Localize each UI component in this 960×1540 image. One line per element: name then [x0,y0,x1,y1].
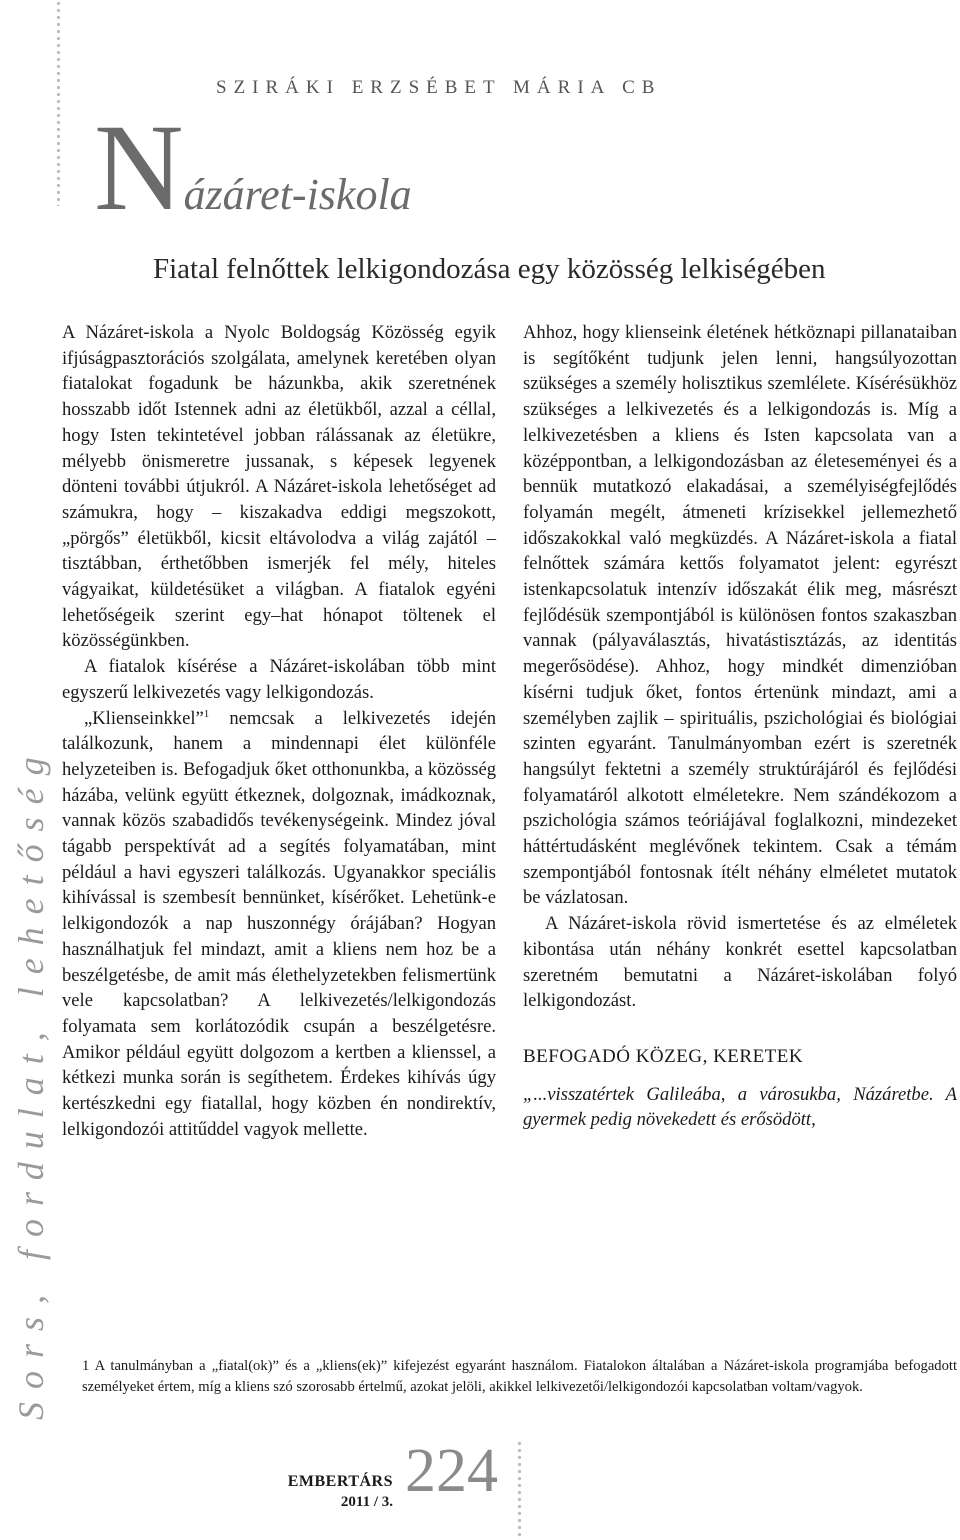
decorative-dot-column-bottom [517,1440,522,1540]
left-paragraph-3-text: nemcsak a lelkivezetés idején találkozunk, hanem a mindennapi élet különféle helyzeteiben is. Befogadjuk őket otthonunkba, a közösség házába, velünk együtt étkeznek, dolgoznak, imádkoznak, vannak közös szabadidős tevékenységeink. Mindez jóval tágabb perspektívát ad a segítés folyamatában, mint például a havi egyszeri találkozás. Ugyanakkor speciális kihívással is szembesít bennünket, kísérőket. Lehetünk-e lelkigondozók a nap huszonnégy órájában? Hogyan használhatjuk fel mindazt, amit a kliens nem hoz be a beszélgetésbe, de amit más élethelyzetekben felismertünk vele kapcsolatban? A lelkivezetés/lelkigondozás folyamata sem korlátozódik csupán a beszélgetésre. Amikor például együtt dolgozom a kertben a klienssel, a kétkezi munka során is segíthetem. Érdekes kihívás úgy kertészkedni egy fiatallal, hogy közben én nondirektív, lelkigondozói attitűddel vagyok mellette. [62,707,496,1140]
left-column [62,320,496,1143]
right-paragraph-2: A Názáret-iskola rövid ismertetése és az elméletek kibontása után néhány konkrét esettel kapcsolatban szeretném bemutatni a Názáret-iskolában folyó lelkigondozást. [523,913,957,1012]
section-heading: BEFOGADÓ KÖZEG, KERETEK [523,1045,804,1067]
clients-term: „Klienseinkkel” [84,707,204,729]
bible-quote: „...visszatértek Galileába, a városukba, Názáretbe. A gyermek pedig növekedett és erősödött, [523,1083,957,1131]
left-paragraph-2: A fiatalok kísérése a Názáret-iskolában több mint egyszerű lelkivezetés vagy lelkigondozás. [62,656,496,703]
journal-issue: 2011 / 3. [340,1494,393,1510]
section-side-label: Sors, fordulat, lehetőség [11,744,51,1420]
title-initial: N [94,99,184,236]
decorative-dot-column-top [56,0,61,206]
journal-name: EMBERTÁRS [287,1473,393,1490]
article-subtitle: Fiatal felnőttek lelkigondozása egy közösség lelkiségében [153,253,826,285]
left-paragraph-3 [62,706,496,1143]
right-paragraph-1: Ahhoz, hogy klienseink életének hétköznapi pillanataiban is segítőként tudjunk jelen lenni, hangsúlyozottan szükséges a személy holisztikus szemlélete. Kísérésükhöz szükséges a lelkivezetés és a lelkigondozás is. Míg a lelkivezetésben a kliens és Isten kapcsolata van a középpontban, a lelkigondozásban az életeseményei és a bennük mutatkozó elakadásai, a személyiségfejlődés folyamán megélt, átmeneti krízisekkel jellemezhető időszakokkal való megküzdés. A Názáret-iskola a fiatal felnőttek számára kettős folyamatot jelent: egyrészt istenkapcsolatuk intenzív időszakát élik meg, másrészt fejlődésük szempontjából is különösen fontos szakaszban vannak (pályaválasztás, hivatástisztázás, az identitás megerősödése). Ahhoz, hogy mindkét dimenzióban kísérni tudjuk őket, fontos értenünk mindazt, ami a személyben zajlik – spirituális, pszichológiai és biológiai szinten egyaránt. Tanulmányomban ezért is szeretnék hangsúlyt fektetni a személy struktúrájáról és fejlődési folyamatáról alkotott elméletekre. Nem szándékozom a pszichológia számos teóriájával foglalkozni, mindezeket háttértudásként meglévőnek tekintem. Csak a témám szempontjából fontosnak ítélt néhány elméletet mutatok be vázlatosan. [523,322,957,909]
article-title [94,99,412,236]
journal-info [283,1472,393,1512]
title-rest: ázáret-iskola [183,170,412,219]
right-column [523,320,957,1133]
footnote-ref: 1 [203,707,210,720]
author-name: SZIRÁKI ERZSÉBET MÁRIA CB [216,77,662,98]
left-paragraph-1: A Názáret-iskola a Nyolc Boldogság Közösség egyik ifjúságpasztorációs szolgálata, amelynek keretében olyan fiatalokat fogadunk be házunkba, akik szeretnének hosszabb időt Istennek adni az életükből, azzal a céllal, hogy Isten tekintetével jobban rálássanak az életükre, mélyebb önismeretre jussanak, s képesek legyenek dönteni további útjukról. A Názáret-iskola lehetőséget ad számukra, hogy – kiszakadva eddigi megszokott, „pörgős” életükből, kicsit eltávolodva a világ zajától – tisztábban, érthetőbben ismerjék fel mély, hiteles vágyaikat, küldetésüket a világban. A fiatalok egyéni lehetőségeik szerint egy–hat hónapot töltenek el közösségünkben. [62,322,496,652]
page-number: 224 [405,1437,498,1505]
footnote: 1 A tanulmányban a „fiatal(ok)” és a „kliens(ek)” kifejezést egyaránt használom. Fiatalokon általában a Názáret-iskola programjába befogadott személyeket értem, míg a kliens szó szorosabb értelmű, azokat jelöli, akikkel lelkivezetői/lelkigondozói kapcsolatban voltam/vagyok. [82,1358,957,1395]
